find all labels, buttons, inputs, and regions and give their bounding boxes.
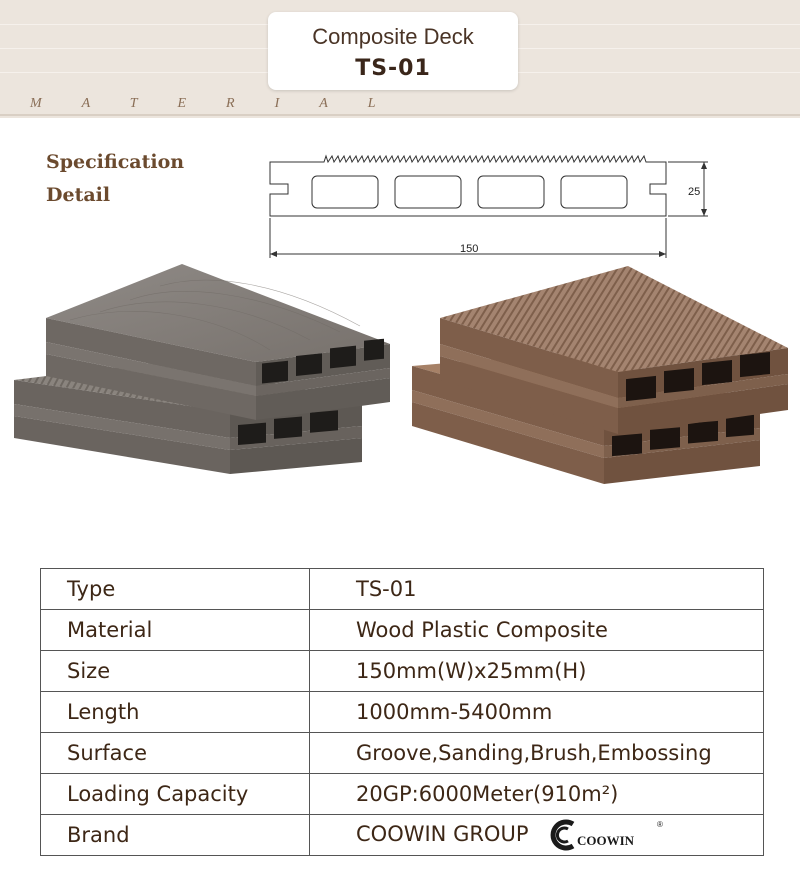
spec-table <box>40 568 764 856</box>
board-cavity <box>330 346 356 369</box>
table-row <box>41 733 764 774</box>
row-label-loading-capacity: Loading Capacity <box>41 774 310 815</box>
width-dimension: 150 <box>460 243 479 255</box>
brown-deck-boards-image <box>408 262 793 552</box>
board-cavity <box>626 376 656 401</box>
row-value-material: Wood Plastic Composite <box>310 610 764 651</box>
row-label-material: Material <box>41 610 310 651</box>
table-row <box>41 692 764 733</box>
model-number: TS-01 <box>355 56 431 81</box>
header-divider <box>0 114 800 116</box>
board-cavity <box>650 427 680 450</box>
board-cavity <box>740 352 770 377</box>
board-cavity <box>262 361 288 384</box>
row-label-brand: Brand <box>41 815 310 856</box>
page-title: Composite Deck <box>312 24 474 49</box>
row-label-type: Type <box>41 569 310 610</box>
row-value-length: 1000mm-5400mm <box>310 692 764 733</box>
profile-outline <box>270 156 666 216</box>
material-label: MATERIAL <box>30 96 416 111</box>
row-label-length: Length <box>41 692 310 733</box>
spec-heading <box>46 146 184 212</box>
row-label-surface: Surface <box>41 733 310 774</box>
table-row <box>41 651 764 692</box>
profile-cavity <box>395 176 461 208</box>
row-label-size: Size <box>41 651 310 692</box>
header-band <box>0 0 800 118</box>
row-value-type: TS-01 <box>310 569 764 610</box>
title-card <box>268 12 518 90</box>
row-value-brand: COOWIN GROUP <box>356 822 529 846</box>
table-row <box>41 815 764 856</box>
table-row <box>41 569 764 610</box>
board-cavity <box>310 410 338 432</box>
board-cavity <box>364 339 384 361</box>
table-row <box>41 610 764 651</box>
board-cavity <box>274 416 302 438</box>
profile-drawing <box>262 150 722 262</box>
registered-mark: ® <box>657 820 664 829</box>
coowin-logo-icon <box>547 818 667 852</box>
board-cavity <box>296 353 322 376</box>
board-cavity <box>612 434 642 457</box>
profile-cavity <box>478 176 544 208</box>
row-value-size: 150mm(W)x25mm(H) <box>310 651 764 692</box>
board-cavity <box>702 360 732 385</box>
spec-heading-line1: Specification <box>46 151 185 173</box>
board-cavity <box>688 421 718 444</box>
board-cavity <box>238 423 266 445</box>
board-cavity <box>664 368 694 393</box>
spec-heading-line2: Detail <box>46 184 111 206</box>
logo-text: COOWIN <box>577 833 635 848</box>
table-row <box>41 774 764 815</box>
row-value-brand-cell <box>310 815 764 856</box>
height-dimension: 25 <box>688 186 701 198</box>
profile-cavity <box>312 176 378 208</box>
row-value-loading-capacity: 20GP:6000Meter(910m²) <box>310 774 764 815</box>
row-value-surface: Groove,Sanding,Brush,Embossing <box>310 733 764 774</box>
grey-deck-boards-image <box>10 262 400 552</box>
profile-cavity <box>561 176 627 208</box>
